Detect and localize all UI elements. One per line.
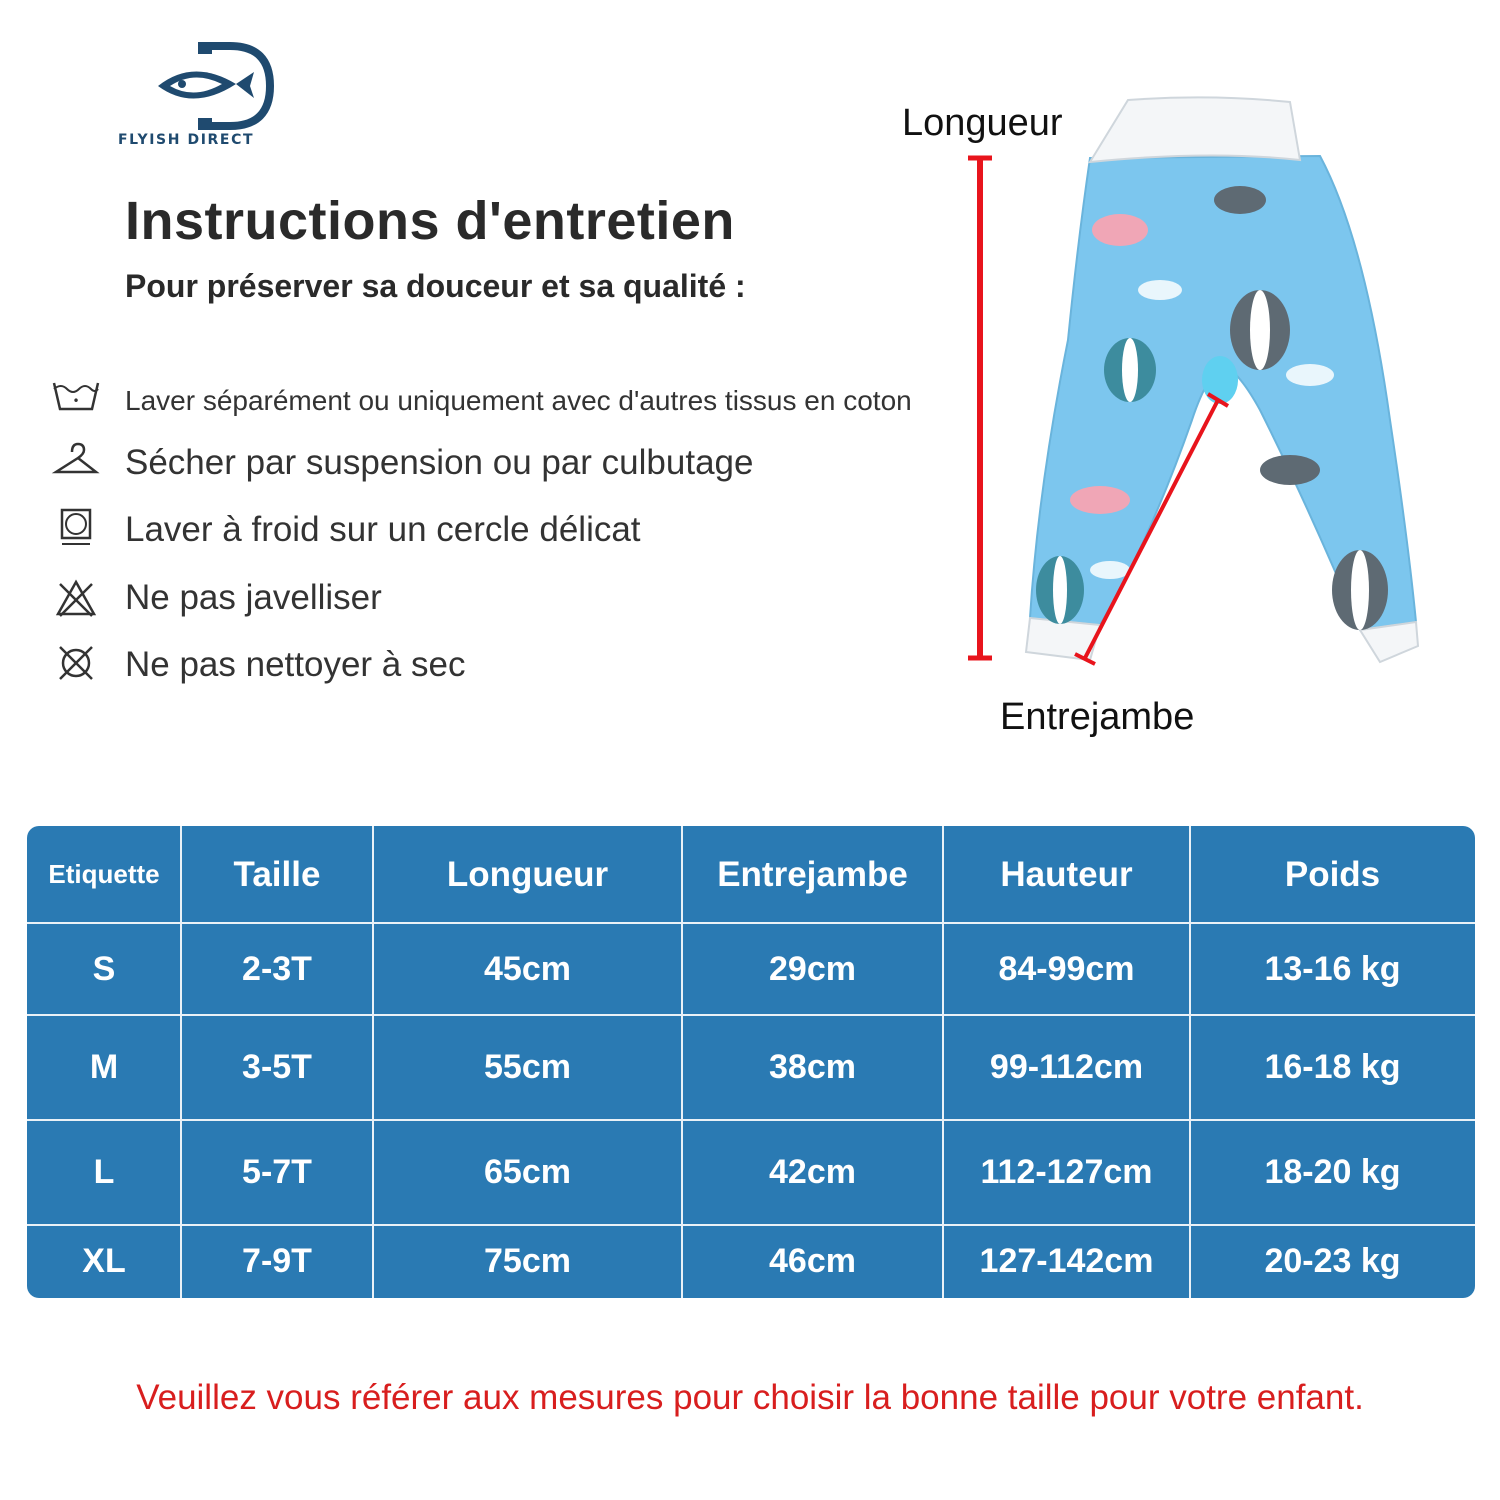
brand-name: FLYISH DIRECT [118,132,255,148]
footer-note: Veuillez vous référer aux mesures pour choisir la bonne taille pour votre enfant. [136,1378,1364,1417]
tumble-dry-delicate-icon [50,506,102,550]
table-row-divider [27,922,1475,924]
table-cell: S [92,949,116,988]
table-cell: 45cm [484,949,571,988]
wash-tub-icon [50,375,102,419]
table-cell: 46cm [769,1242,856,1280]
no-dry-clean-icon [50,641,102,685]
table-cell: 42cm [769,1153,856,1191]
care-text: Laver à froid sur un cercle délicat [125,510,641,549]
care-text: Laver séparément ou uniquement avec d'autres tissus en coton [125,385,912,416]
length-label: Longueur [902,102,1063,144]
table-header-cell: Taille [233,854,321,894]
care-text: Ne pas javelliser [125,578,382,617]
page-subtitle: Pour préserver sa douceur et sa qualité : [125,268,746,304]
page-title: Instructions d'entretien [125,191,735,251]
table-cell: 7-9T [242,1242,312,1280]
table-cell: 18-20 kg [1264,1153,1401,1191]
table-cell: 20-23 kg [1264,1242,1401,1280]
table-cell: 16-18 kg [1264,1048,1401,1086]
table-header-cell: Etiquette [48,859,160,889]
care-item-wash [50,375,980,425]
table-cell: 127-142cm [979,1242,1154,1280]
table-column-divider [681,826,683,1298]
care-text: Sécher par suspension ou par culbutage [125,443,754,482]
table-column-divider [372,826,374,1298]
table-cell: L [93,1153,115,1191]
table-cell: 84-99cm [998,949,1135,988]
svg-text:•: • [72,394,80,408]
table-header-cell: Hauteur [1000,854,1133,894]
table-header-cell: Poids [1284,854,1381,894]
table-column-divider [180,826,182,1298]
care-item-no-dry-clean [50,641,980,691]
table-cell: XL [82,1242,126,1280]
table-cell: 29cm [769,949,856,988]
table-cell: 2-3T [242,949,312,988]
table-cell: 75cm [484,1242,571,1280]
table-header-cell: Longueur [446,854,609,894]
size-table [27,826,1475,1298]
table-column-divider [942,826,944,1298]
table-column-divider [1189,826,1191,1298]
no-bleach-icon [50,576,102,620]
table-row-divider [27,1014,1475,1016]
table-cell: 5-7T [242,1153,312,1191]
table-cell: 38cm [769,1048,856,1086]
care-item-cold-wash [50,506,980,556]
table-row-divider [27,1224,1475,1226]
care-text: Ne pas nettoyer à sec [125,645,466,684]
table-cell: 65cm [484,1153,571,1191]
table-cell: 112-127cm [980,1153,1153,1191]
care-item-no-bleach [50,576,980,626]
hanger-icon [50,440,102,484]
table-row-divider [27,1119,1475,1121]
inseam-label: Entrejambe [1000,696,1195,738]
table-header-cell: Entrejambe [717,854,908,894]
table-cell: 55cm [484,1048,571,1086]
product-pants-image [960,90,1480,740]
table-cell: M [89,1048,119,1086]
table-cell: 99-112cm [989,1048,1144,1086]
table-cell: 3-5T [242,1048,312,1086]
care-item-dry [50,440,980,490]
table-cell: 13-16 kg [1264,949,1401,988]
